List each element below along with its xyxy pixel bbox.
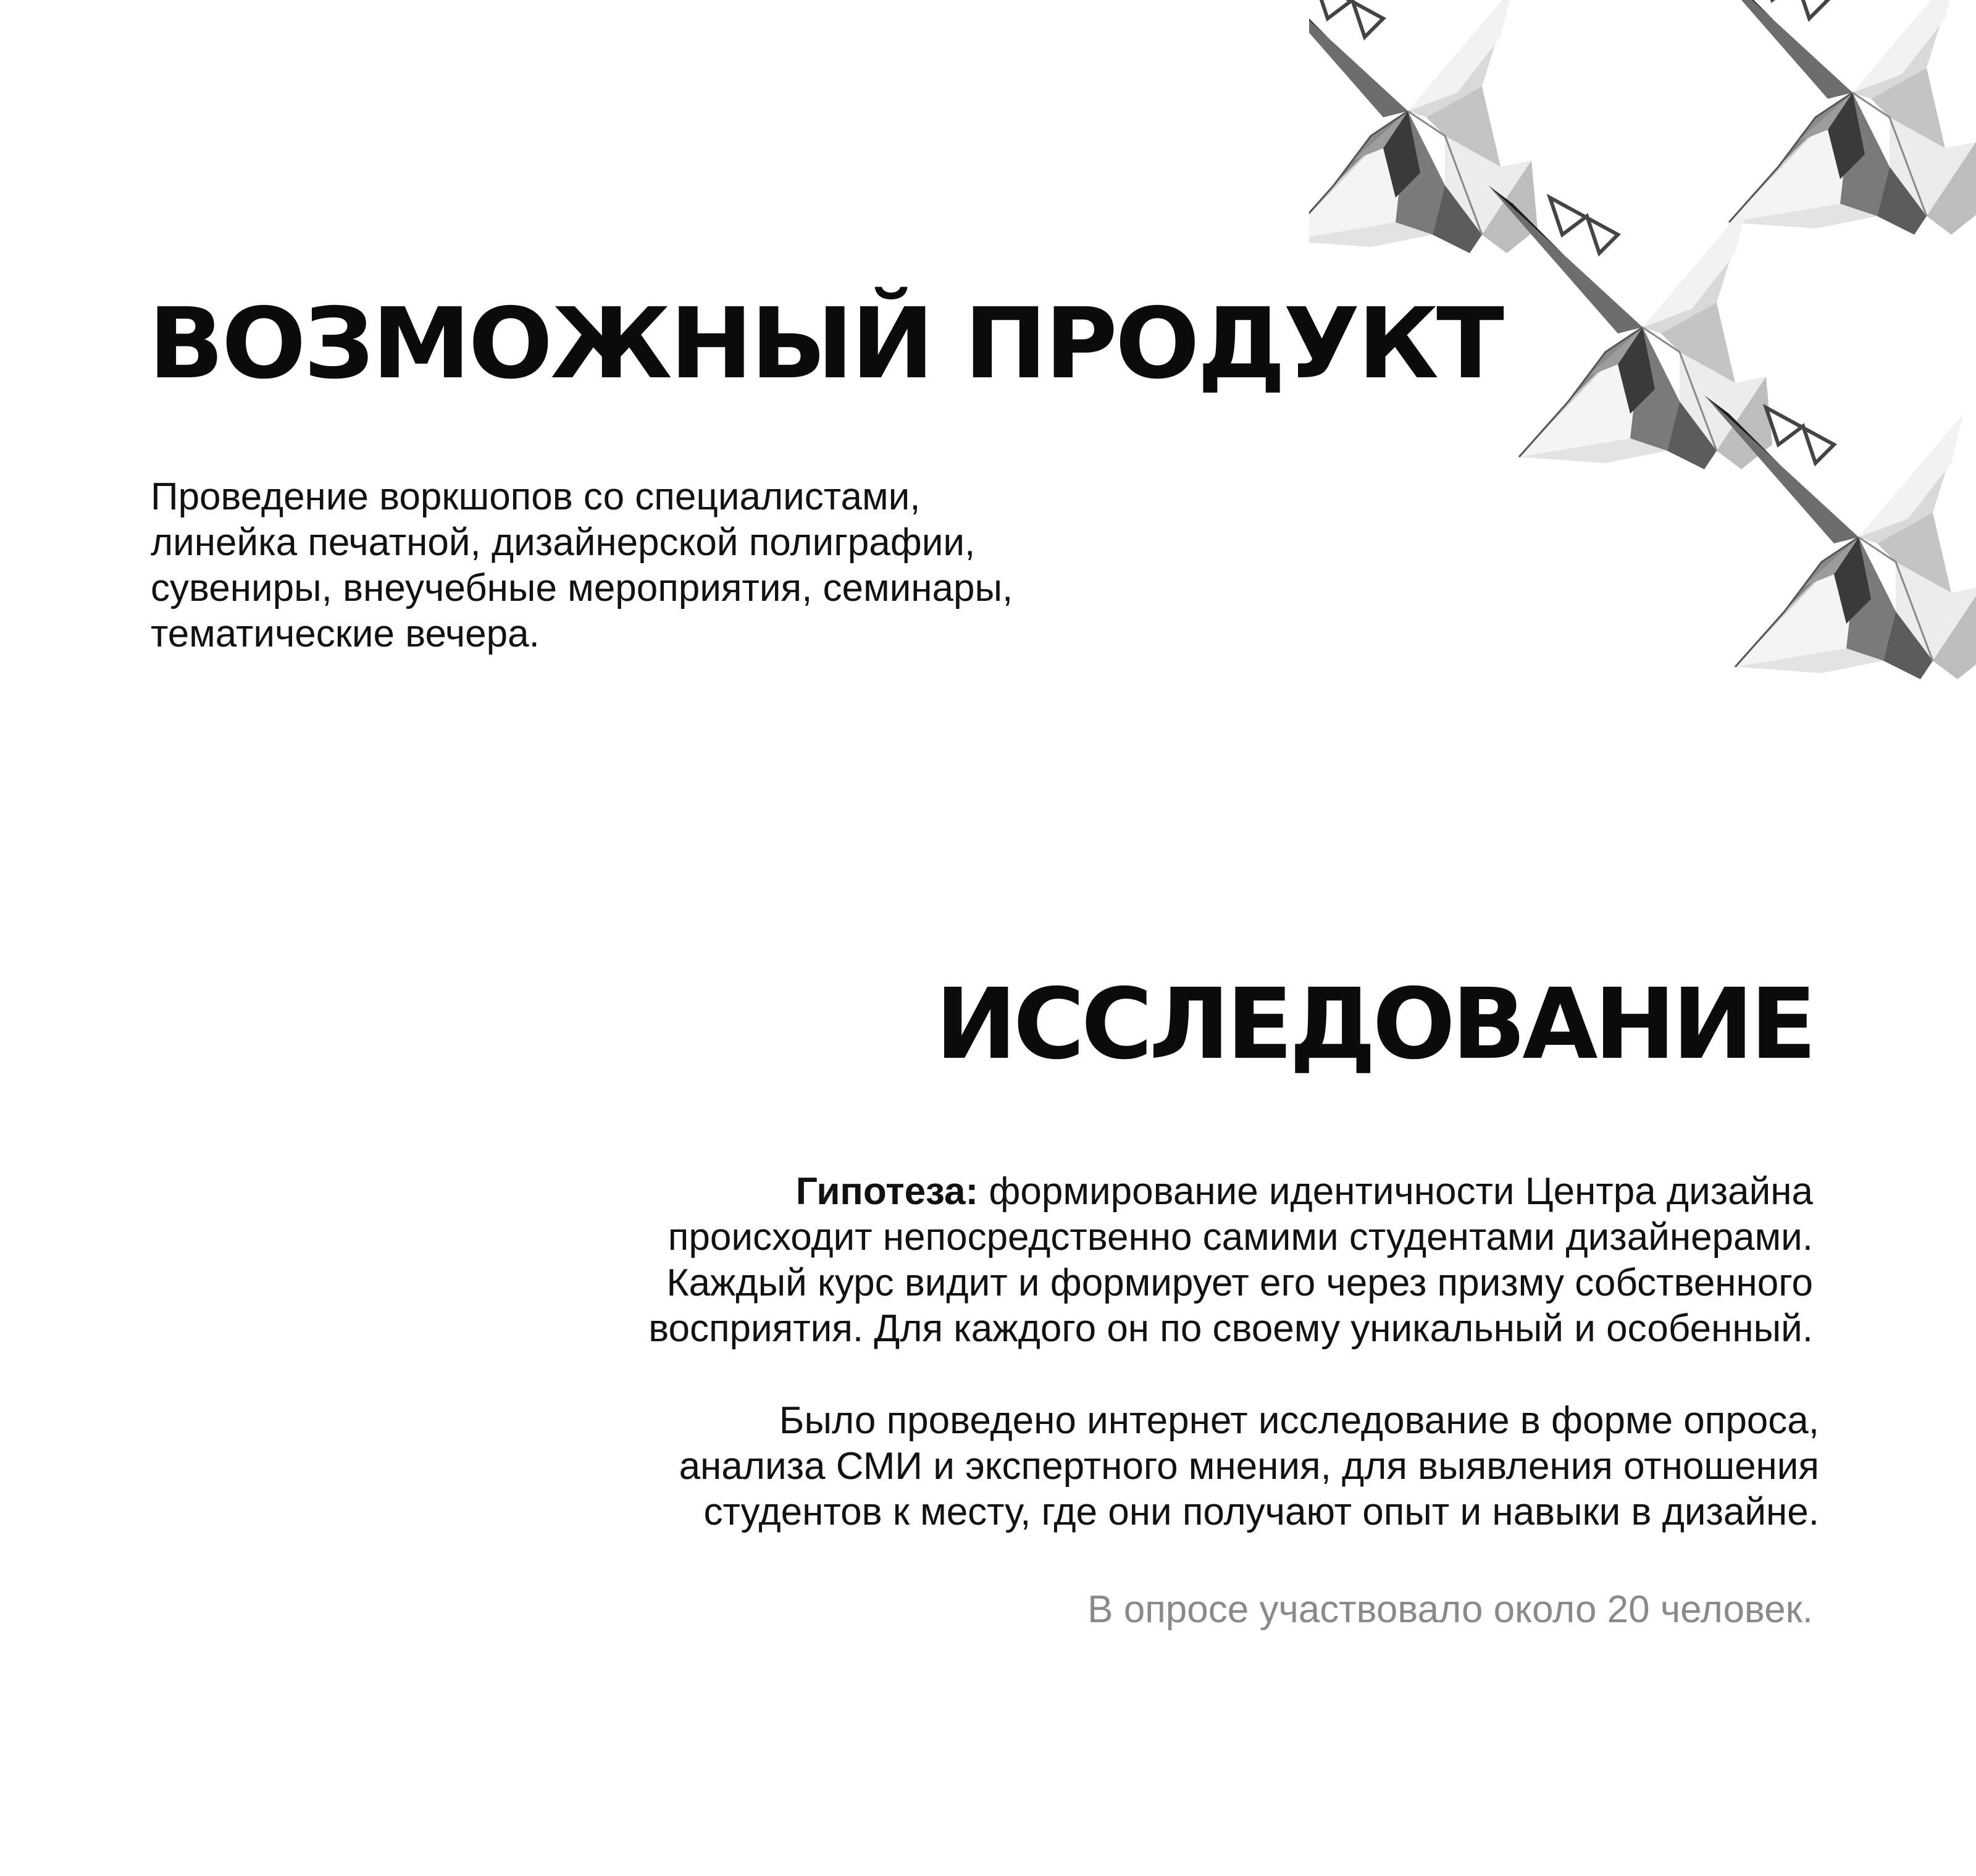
product-line: тематические вечера. (151, 613, 540, 655)
hypothesis-line: происходит непосредственно самими студентами дизайнерами. (668, 1216, 1813, 1258)
hypothesis-line (331, 1169, 1813, 1215)
hypothesis-line: восприятия. Для каждого он по своему уникальный и особенный. (648, 1307, 1813, 1350)
product-line: линейка печатной, дизайнерской полиграфии, (151, 521, 976, 564)
research-paragraph (337, 1398, 1819, 1535)
survey-note: В опросе участвовало около 20 человек. (1087, 1588, 1813, 1631)
hypothesis-text: формирование идентичности Центра дизайна (978, 1170, 1813, 1213)
product-description (151, 474, 1139, 657)
research-title: ИССЛЕДОВАНИЕ (935, 968, 1813, 1081)
product-line: Проведение воркшопов со специалистами, (151, 475, 921, 518)
research-line: студентов к месту, где они получают опыт и навыки в дизайне. (703, 1491, 1819, 1533)
research-line: Было проведено интернет исследование в форме опроса, (779, 1399, 1819, 1442)
hypothesis-line: Каждый курс видит и формирует его через призму собственного (666, 1262, 1813, 1304)
product-title: ВОЗМОЖНЫЙ ПРОДУКТ (148, 287, 1502, 401)
research-line: анализа СМИ и экспертного мнения, для выявления отношения (679, 1445, 1819, 1488)
product-line: сувениры, внеучебные мероприятия, семинары, (151, 567, 1013, 609)
hypothesis-paragraph (331, 1169, 1813, 1352)
hypothesis-label: Гипотеза: (795, 1170, 979, 1213)
